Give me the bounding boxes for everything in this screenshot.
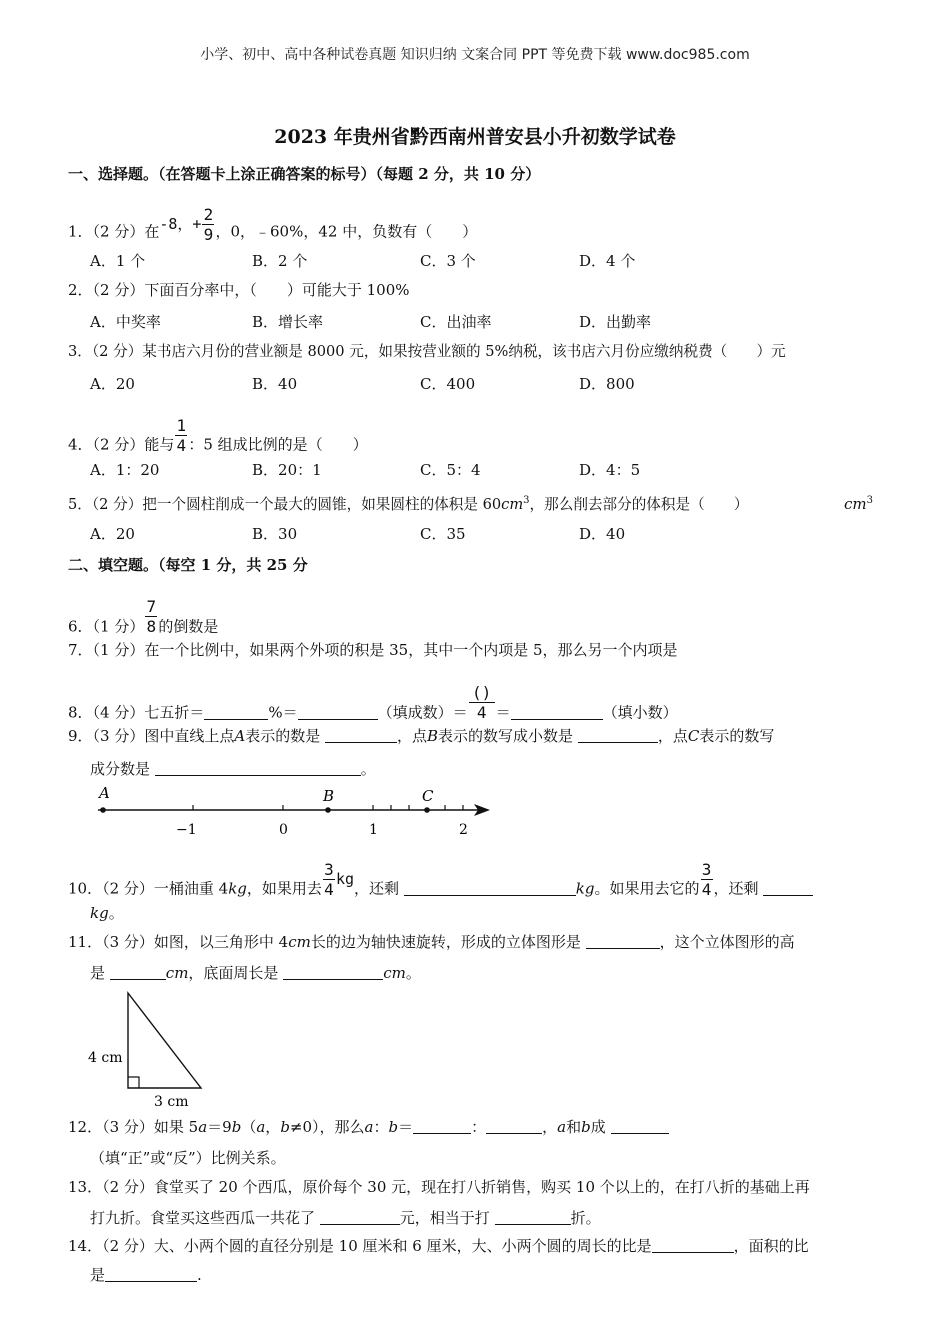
- q12-and-a: a: [557, 1118, 567, 1136]
- q12-var-b: b: [231, 1118, 242, 1136]
- q9-blank-2[interactable]: [578, 726, 658, 743]
- number-line-figure: [90, 780, 500, 840]
- q5-option-c: C．35: [420, 525, 466, 543]
- q4-option-d: D．4：5: [579, 461, 641, 479]
- q14-text-3: 是: [90, 1266, 106, 1284]
- q4-frac-den: 4: [176, 436, 187, 455]
- section-2-heading: 二、填空题。（每空 1 分，共 25 分: [68, 556, 308, 574]
- q12-text-1: 12．（3 分）如果 5: [68, 1118, 199, 1136]
- q11-blank-1[interactable]: [586, 932, 660, 949]
- question-12-line-2: （填“正”或“反”）比例关系。: [90, 1149, 286, 1167]
- q10-frac1-num: 3: [324, 860, 334, 879]
- q12-colon-2: ：: [471, 1118, 487, 1136]
- q10-blank-2[interactable]: [763, 879, 813, 896]
- question-13-line-1: 13．（2 分）食堂买了 20 个西瓜，原价每个 30 元，现在打八折销售，购买 10 个以上的，在打八折的基础上再: [68, 1178, 810, 1196]
- question-11-line-2: [90, 963, 421, 983]
- q12-eq: ＝9: [207, 1118, 232, 1136]
- question-14-line-2: [90, 1265, 202, 1285]
- q12-ratio-a: a: [364, 1118, 374, 1136]
- q8-blank-3[interactable]: [511, 703, 603, 720]
- triangle-figure: [86, 985, 226, 1110]
- q11-text-3: ，这个立体图形的高: [659, 933, 795, 951]
- question-1: [68, 205, 478, 251]
- q9-text-1: 9．（3 分）图中直线上点: [68, 727, 235, 745]
- q12-ratio-b: b: [388, 1118, 399, 1136]
- q8-frac-num: (): [472, 683, 492, 702]
- question-13-line-2: [90, 1208, 601, 1228]
- label-b: B: [323, 787, 335, 805]
- q10-unit-1: kg: [228, 879, 247, 898]
- q6-text-post: 的倒数是: [158, 617, 219, 636]
- q6-frac-den: 8: [146, 617, 157, 636]
- q10-text-4: 。如果用去它的: [594, 879, 700, 898]
- question-9-line-1: [68, 726, 774, 746]
- tick-label-0: 0: [279, 822, 288, 838]
- point-c-dot: [424, 807, 430, 813]
- q11-text-5: ，底面周长是: [188, 964, 279, 982]
- q1-option-d: D．4 个: [579, 252, 636, 270]
- q8-fraction: [469, 684, 495, 721]
- q1-option-a: A．1 个: [90, 252, 146, 270]
- q6-fraction: [145, 598, 157, 635]
- exam-title: 2023 年贵州省黔西南州普安县小升初数学试卷: [274, 126, 676, 148]
- q4-text-post: ：5 组成比例的是（ ）: [188, 435, 368, 454]
- q1-neg: -8，+: [159, 214, 202, 233]
- q14-blank-1[interactable]: [652, 1236, 734, 1253]
- q8-blank-2[interactable]: [298, 703, 378, 720]
- q5-unit-end-exp: 3: [866, 495, 873, 506]
- q8-text-pre: 8．（4 分）七五折＝: [68, 703, 205, 722]
- q10-fraction-2: [701, 861, 713, 898]
- q1-score: （2 分）在: [92, 222, 160, 241]
- q9-blank-1[interactable]: [325, 726, 397, 743]
- question-3: 3．（2 分）某书店六月份的营业额是 8000 元，如果按营业额的 5%纳税，该书店六月份应缴纳税费（ ）元: [68, 343, 786, 360]
- q9-text-6: 表示的数写: [699, 727, 775, 745]
- q14-text-4: .: [197, 1266, 202, 1284]
- q11-unit-1: cm: [288, 933, 311, 951]
- q2-option-c: C．出油率: [420, 313, 492, 331]
- question-7: 7．（1 分）在一个比例中，如果两个外项的积是 35，其中一个内项是 5，那么另一个内项是: [68, 641, 678, 659]
- q4-fraction: [175, 417, 187, 454]
- q12-var-a: a: [198, 1118, 208, 1136]
- question-11-line-1: [68, 932, 795, 952]
- q11-unit-2: cm: [165, 964, 189, 982]
- q5-option-a: A．20: [90, 525, 135, 543]
- triangle-base-label: 3 cm: [154, 1094, 189, 1110]
- tick-label-2: 2: [459, 822, 468, 838]
- q10-text-1: 10．（2 分）一桶油重 4: [68, 879, 229, 898]
- q5-option-d: D．40: [579, 525, 626, 543]
- q9-text-3: ，点: [397, 727, 428, 745]
- q9-point-b: B: [427, 727, 439, 745]
- q1-frac-num: 2: [203, 205, 214, 224]
- page-header: 小学、初中、高中各种试卷真题 知识归纳 文案合同 PPT 等免费下载 www.doc985.com: [200, 47, 750, 63]
- label-c: C: [422, 787, 434, 805]
- q12-comma-2: ，: [542, 1118, 558, 1136]
- q5-text-post: ，那么削去部分的体积是（ ）: [529, 495, 749, 513]
- q8-text-mid: （填成数）＝: [377, 703, 468, 722]
- q4-option-b: B．20：1: [252, 461, 322, 479]
- q12-and: 和: [566, 1118, 582, 1136]
- q8-frac-den: 4: [476, 703, 487, 722]
- q14-text-2: ，面积的比: [733, 1237, 809, 1255]
- q9-point-c: C: [687, 727, 700, 745]
- q4-frac-num: 1: [176, 416, 187, 435]
- question-10-line-2: [90, 903, 124, 923]
- q1-fraction: [202, 206, 214, 243]
- q14-text-1: 14．（2 分）大、小两个圆的直径分别是 10 厘米和 6 厘米，大、小两个圆的周长的比是: [68, 1237, 652, 1255]
- question-12-line-1: [68, 1117, 669, 1137]
- q10-frac1-den: 4: [324, 880, 334, 899]
- q10-unit-2: kg: [575, 879, 595, 898]
- q1-rest: ，0，﹣60%，42 中，负数有（ ）: [215, 222, 478, 241]
- q9-blank-3[interactable]: [155, 759, 361, 776]
- q12-cond-b: b: [280, 1118, 290, 1136]
- q9-point-a: A: [234, 727, 246, 745]
- q4-option-c: C．5：4: [420, 461, 481, 479]
- q6-text-pre: 6．（1 分）: [68, 617, 145, 636]
- q10-unit-3: kg: [90, 904, 109, 922]
- section-1-heading: 一、选择题。（在答题卡上涂正确答案的标号）（每题 2 分，共 10 分）: [68, 165, 541, 183]
- q8-percent: %＝: [268, 703, 298, 722]
- q11-blank-2[interactable]: [110, 963, 166, 980]
- q10-fraction-1: [323, 861, 335, 898]
- q2-option-b: B．增长率: [252, 313, 324, 331]
- q11-blank-3[interactable]: [283, 963, 383, 980]
- q12-and-b: b: [581, 1118, 591, 1136]
- q5-answer-unit: [844, 491, 873, 514]
- q12-eq-2: ＝: [398, 1118, 414, 1136]
- q3-option-d: D．800: [579, 375, 635, 393]
- q12-cond-open: （: [241, 1118, 257, 1136]
- q11-unit-3: cm: [383, 964, 406, 982]
- q1-frac-den: 9: [203, 225, 214, 244]
- right-angle-mark: [128, 1077, 139, 1088]
- q13-text-3: 折。: [570, 1209, 601, 1227]
- tick-label-minus-1: −1: [176, 822, 197, 838]
- q12-colon-1: ：: [373, 1118, 389, 1136]
- q5-unit: cm: [501, 495, 524, 513]
- q9-text-4: 表示的数写成小数是: [438, 727, 574, 745]
- q3-option-b: B．40: [252, 375, 298, 393]
- q13-blank-2[interactable]: [495, 1208, 571, 1225]
- q8-text-post: （填小数）: [602, 703, 678, 722]
- q9-text-2: 表示的数是: [245, 727, 321, 745]
- q11-text-2: 长的边为轴快速旋转，形成的立体图形是: [310, 933, 581, 951]
- q10-end: 。: [108, 904, 124, 922]
- q11-text-6: 。: [405, 964, 421, 982]
- right-triangle: [128, 993, 201, 1088]
- question-9-line-2: [90, 759, 376, 779]
- q5-text-pre: 5．（2 分）把一个圆柱削成一个最大的圆锥，如果圆柱的体积是 60: [68, 495, 502, 513]
- point-a-dot: [100, 807, 106, 813]
- q2-option-a: A．中奖率: [90, 313, 161, 331]
- q1-number: 1．: [68, 222, 93, 241]
- q9-text-5: ，点: [657, 727, 688, 745]
- q12-blank-3[interactable]: [611, 1117, 669, 1134]
- q12-cheng: 成: [590, 1118, 606, 1136]
- tick-label-1: 1: [369, 822, 378, 838]
- q10-text-3: ，还剩: [354, 879, 400, 898]
- question-5: [68, 491, 748, 515]
- q14-blank-2[interactable]: [105, 1265, 197, 1282]
- q12-cond-comma: ，: [265, 1118, 281, 1136]
- q12-blank-2[interactable]: [486, 1117, 542, 1134]
- q8-blank-1[interactable]: [204, 703, 268, 720]
- q5-unit-exp: 3: [523, 495, 530, 506]
- q2-option-d: D．出勤率: [579, 313, 652, 331]
- triangle-side-label: 4 cm: [88, 1050, 123, 1066]
- q10-text-2: ，如果用去: [246, 879, 322, 898]
- q3-option-a: A．20: [90, 375, 135, 393]
- q10-frac-unit: kg: [335, 869, 354, 888]
- q10-frac2-den: 4: [701, 880, 712, 899]
- question-10-line-1: [68, 860, 813, 908]
- q5-option-b: B．30: [252, 525, 298, 543]
- q1-option-b: B．2 个: [252, 252, 308, 270]
- q1-option-c: C．3 个: [420, 252, 476, 270]
- q3-option-c: C．400: [420, 375, 476, 393]
- q13-text-2: 元，相当于打: [399, 1209, 490, 1227]
- q11-text-1: 11．（3 分）如图，以三角形中 4: [68, 933, 289, 951]
- q9-text-8: 。: [360, 760, 376, 778]
- point-b-dot: [325, 807, 331, 813]
- q4-text-pre: 4．（2 分）能与: [68, 435, 175, 454]
- q11-text-4: 是: [90, 964, 106, 982]
- q10-blank-1[interactable]: [404, 879, 576, 896]
- q12-cond-a: a: [256, 1118, 266, 1136]
- q5-unit-end: cm: [844, 495, 867, 513]
- q10-frac2-num: 3: [701, 860, 712, 879]
- q13-blank-1[interactable]: [320, 1208, 400, 1225]
- q8-equals: ＝: [495, 703, 511, 722]
- q12-cond-close: ≠0），那么: [289, 1118, 365, 1136]
- question-2: 2．（2 分）下面百分率中，（ ）可能大于 100%: [68, 281, 410, 299]
- q6-frac-num: 7: [146, 597, 157, 616]
- label-a: A: [99, 784, 110, 802]
- q12-blank-1[interactable]: [413, 1117, 471, 1134]
- q10-text-5: ，还剩: [713, 879, 759, 898]
- q13-text-1: 打九折。食堂买这些西瓜一共花了: [90, 1209, 316, 1227]
- question-14-line-1: [68, 1236, 809, 1256]
- q9-text-7: 成分数是: [90, 760, 151, 778]
- q4-option-a: A．1：20: [90, 461, 160, 479]
